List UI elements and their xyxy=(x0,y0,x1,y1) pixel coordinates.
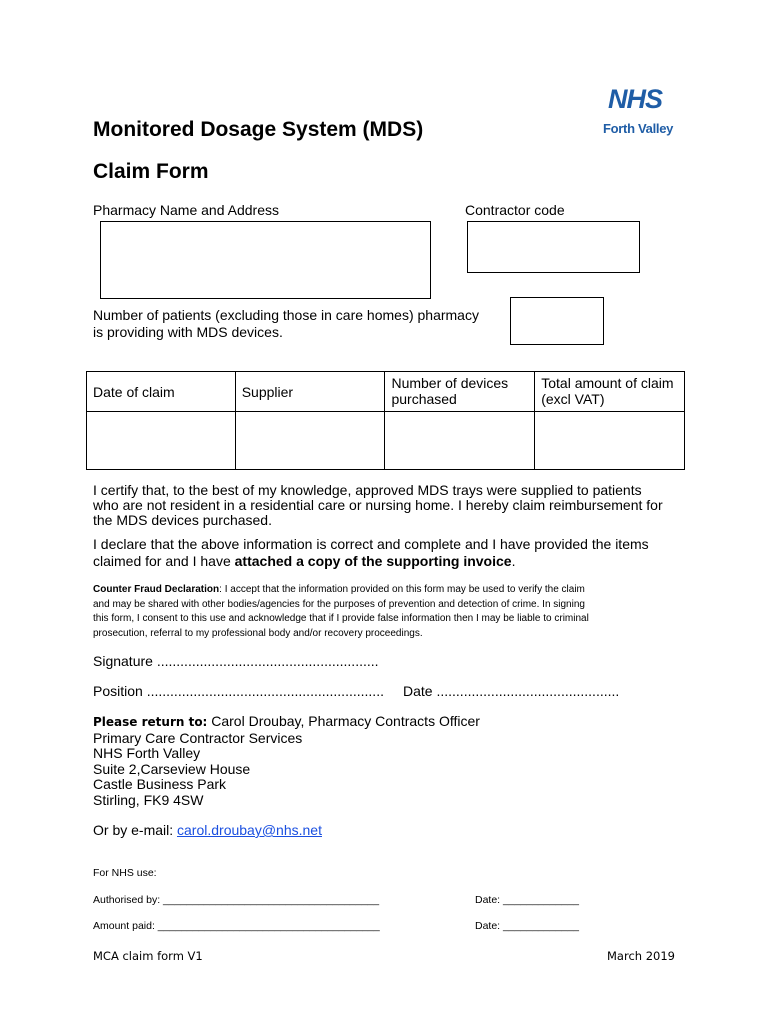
address-line: Castle Business Park xyxy=(93,776,227,792)
address-line: Stirling, FK9 4SW xyxy=(93,791,204,808)
page-title: Monitored Dosage System (MDS) xyxy=(93,118,424,141)
col-total: Total amount of claim (excl VAT) xyxy=(535,372,685,412)
date-label: Date xyxy=(403,683,437,699)
declare-line: I declare that the above information is correct and complete and I have provided the items xyxy=(93,536,649,552)
table-header-row xyxy=(87,372,685,412)
cell-devices[interactable] xyxy=(385,412,535,470)
contractor-label: Contractor code xyxy=(465,202,565,218)
fraud-text: : I accept that the information provided on this form may be used to verify the claim xyxy=(219,584,585,595)
fraud-line: and may be shared with other bodies/agencies for the purposes of prevention and detection of crime. In signing xyxy=(93,598,585,610)
nhs-date-label: Date: xyxy=(475,920,504,932)
authorised-line: _____________________________________ xyxy=(163,894,380,906)
fraud-line xyxy=(93,583,713,598)
certify-paragraph xyxy=(93,483,693,528)
fraud-declaration xyxy=(93,583,713,641)
address-line: Primary Care Contractor Services xyxy=(93,729,303,746)
return-address xyxy=(93,714,480,808)
position-field[interactable] xyxy=(93,683,384,699)
nhs-date-line: _____________ xyxy=(503,920,579,932)
cell-date[interactable] xyxy=(87,412,236,470)
return-name: Carol Droubay, Pharmacy Contracts Officer xyxy=(207,713,480,729)
cell-supplier[interactable] xyxy=(235,412,385,470)
nhs-logo-text: NHS xyxy=(608,84,663,114)
pharmacy-field[interactable] xyxy=(100,221,431,299)
position-label: Position xyxy=(93,683,147,699)
claim-table xyxy=(86,371,685,470)
certify-line: the MDS devices purchased. xyxy=(93,512,272,528)
nhs-date-field-2[interactable] xyxy=(475,920,579,932)
certify-line: I certify that, to the best of my knowledge, approved MDS trays were supplied to patients xyxy=(93,482,642,498)
declare-line xyxy=(93,553,703,570)
email-link[interactable]: carol.droubay@nhs.net xyxy=(177,822,322,838)
nhs-date-line: _____________ xyxy=(503,894,579,906)
nhs-logo xyxy=(608,84,664,114)
patients-label-line1: Number of patients (excluding those in care homes) pharmacy xyxy=(93,307,479,323)
logo-region: Forth Valley xyxy=(603,121,674,136)
amount-line: ______________________________________ xyxy=(157,920,380,932)
contractor-field[interactable] xyxy=(467,221,640,273)
pharmacy-label: Pharmacy Name and Address xyxy=(93,202,279,218)
fraud-line: this form, I consent to this use and acknowledge that if I provide false information then I may be liable to criminal xyxy=(93,613,589,624)
col-supplier: Supplier xyxy=(235,372,385,412)
position-dots: ............................................................. xyxy=(146,683,384,699)
nhs-date-label: Date: xyxy=(475,894,504,906)
return-label: Please return to: xyxy=(93,715,208,729)
fraud-line: prosecution, referral to my professional body and/or recovery proceedings. xyxy=(93,627,423,639)
signature-label: Signature xyxy=(93,653,157,669)
declare-text: claimed for and I have xyxy=(93,553,235,569)
email-label: Or by e-mail: xyxy=(93,822,178,838)
nhs-use-heading: For NHS use: xyxy=(93,867,157,879)
col-date-of-claim: Date of claim xyxy=(87,372,236,412)
footer-date: March 2019 xyxy=(607,949,675,963)
patients-label-line2: is providing with MDS devices. xyxy=(93,324,283,340)
date-dots: ............................................... xyxy=(436,683,620,699)
amount-label: Amount paid: xyxy=(93,920,158,932)
table-row xyxy=(87,412,685,470)
address-line: Suite 2,Carseview House xyxy=(93,760,251,777)
page-subtitle: Claim Form xyxy=(93,160,209,183)
declare-end: . xyxy=(511,553,516,569)
signature-dots: ......................................................... xyxy=(156,653,379,669)
email-row xyxy=(93,822,322,838)
cell-total[interactable] xyxy=(535,412,685,470)
declare-bold: attached a copy of the supporting invoice xyxy=(234,553,512,569)
certify-line: who are not resident in a residential care or nursing home. I hereby claim reimbursement for xyxy=(93,497,663,513)
return-heading xyxy=(93,714,480,731)
fraud-heading: Counter Fraud Declaration xyxy=(93,584,220,595)
footer-version: MCA claim form V1 xyxy=(93,949,203,963)
authorised-field[interactable] xyxy=(93,894,379,906)
amount-field[interactable] xyxy=(93,920,380,932)
nhs-date-field-1[interactable] xyxy=(475,894,579,906)
address-line: NHS Forth Valley xyxy=(93,745,201,761)
authorised-label: Authorised by: xyxy=(93,894,164,906)
col-devices: Number of devices purchased xyxy=(385,372,535,412)
patients-field[interactable] xyxy=(510,297,604,345)
signature-field[interactable] xyxy=(93,653,379,669)
date-field[interactable] xyxy=(403,683,619,699)
declare-paragraph xyxy=(93,536,703,570)
